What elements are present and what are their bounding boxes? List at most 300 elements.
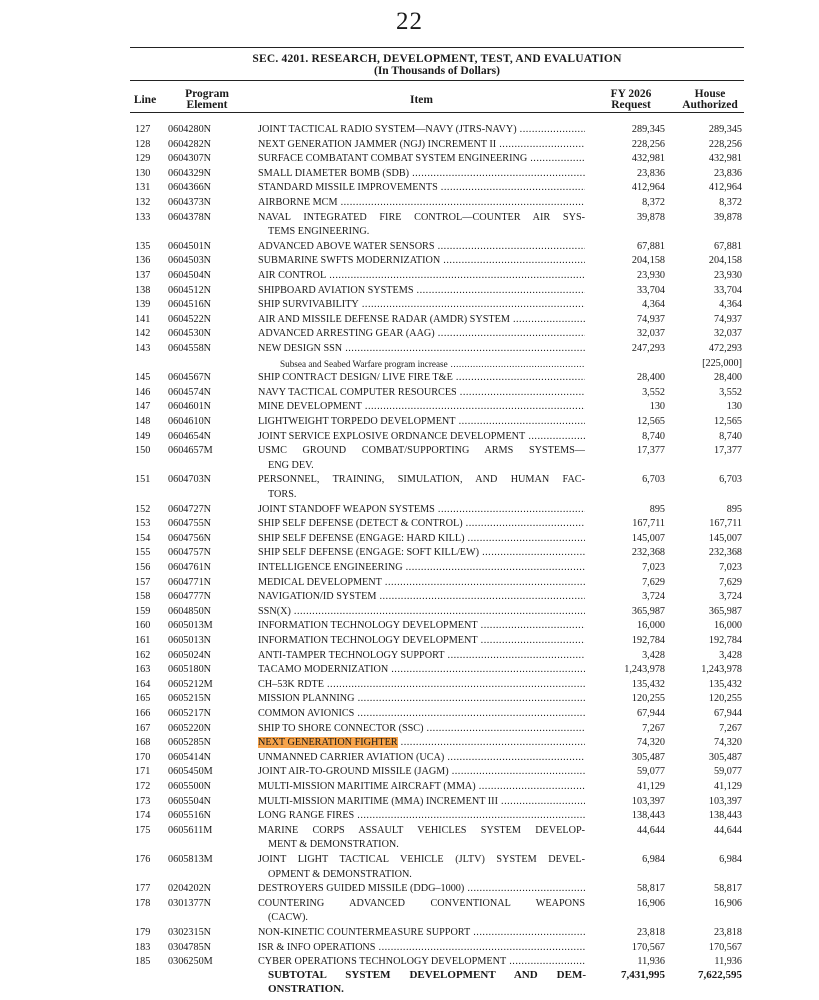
item-description-line1: USMC GROUND COMBAT/SUPPORTING ARMS SYSTEMS— <box>258 445 585 457</box>
line-number: 159 <box>135 605 151 617</box>
item-description <box>258 123 585 138</box>
program-element: 0605504N <box>168 795 212 807</box>
program-element: 0604282N <box>168 138 212 150</box>
item-description <box>258 663 585 678</box>
item-description <box>258 254 585 269</box>
fy2026-request: 204,158 <box>631 255 665 267</box>
item-description <box>258 897 585 926</box>
fy2026-request: 8,740 <box>642 430 665 442</box>
house-authorized: 16,000 <box>713 620 742 632</box>
program-element: 0605180N <box>168 664 212 676</box>
subtotal-request: 7,431,995 <box>621 968 665 981</box>
header-authorized <box>672 89 748 111</box>
item-text: NAVIGATION/ID SYSTEM <box>258 591 377 603</box>
line-number: 176 <box>135 854 151 865</box>
house-authorized: 167,711 <box>709 518 742 530</box>
section-title: SEC. 4201. RESEARCH, DEVELOPMENT, TEST, AND EVALUATION <box>252 53 622 65</box>
house-authorized: 3,724 <box>719 591 742 603</box>
top-rule <box>130 47 744 48</box>
item-text: JOINT STANDOFF WEAPON SYSTEMS <box>258 503 435 515</box>
item-description <box>258 342 585 357</box>
item-description <box>258 546 585 561</box>
house-authorized: 6,703 <box>719 474 742 486</box>
item-description <box>258 211 585 240</box>
fy2026-request: 67,944 <box>636 708 665 719</box>
house-authorized: 7,629 <box>719 576 742 588</box>
item-text: AIR AND MISSILE DEFENSE RADAR (AMDR) SYSTEM <box>258 313 510 325</box>
item-text: MISSION PLANNING <box>258 693 355 705</box>
item-description <box>258 138 585 153</box>
program-element: 0604657M <box>168 445 213 457</box>
item-text: MEDICAL DEVELOPMENT <box>258 576 382 588</box>
item-description <box>258 780 585 795</box>
item-text: MULTI-MISSION MARITIME (MMA) INCREMENT III <box>258 795 498 807</box>
house-authorized: 44,644 <box>713 824 742 836</box>
item-text: SSN(X) <box>258 605 291 617</box>
item-description <box>258 284 585 299</box>
line-number: 137 <box>135 270 151 281</box>
house-authorized: 67,881 <box>713 240 742 252</box>
fy2026-request: 33,704 <box>636 284 665 296</box>
item-text: NEW DESIGN SSN <box>258 343 343 354</box>
fy2026-request: 6,984 <box>642 854 665 865</box>
program-element: 0204202N <box>168 883 212 895</box>
program-element: 0604280N <box>168 124 212 135</box>
item-text: UNMANNED CARRIER AVIATION (UCA) <box>258 751 445 763</box>
item-text: SHIP SURVIVABILITY <box>258 299 359 311</box>
line-number: 148 <box>135 416 151 427</box>
house-authorized: 228,256 <box>708 138 742 150</box>
header-request-line2: Request <box>611 99 651 111</box>
house-authorized: 4,364 <box>719 299 742 311</box>
line-number: 173 <box>135 795 151 807</box>
program-element: 0604777N <box>168 591 212 603</box>
house-authorized: 59,077 <box>713 766 742 778</box>
subtotal-authorized: 7,622,595 <box>698 968 742 981</box>
line-number: 153 <box>135 518 151 530</box>
line-number: 133 <box>135 211 151 223</box>
program-element: 0605220N <box>168 722 212 734</box>
fy2026-request: 23,836 <box>636 167 665 179</box>
item-text: AIRBORNE MCM <box>258 197 338 208</box>
item-text: NEXT GENERATION JAMMER (NGJ) INCREMENT II <box>258 138 497 150</box>
line-number: 141 <box>135 313 151 325</box>
line-number: 152 <box>135 503 151 515</box>
line-number: 167 <box>135 722 151 734</box>
fy2026-request: 16,906 <box>636 897 665 909</box>
item-description-line2: TEMS ENGINEERING. <box>268 226 370 238</box>
fy2026-request: 3,552 <box>642 386 665 398</box>
line-number: 128 <box>135 138 151 150</box>
program-element: 0605450M <box>168 766 213 778</box>
program-element: 0604654N <box>168 430 212 442</box>
fy2026-request: 3,724 <box>642 591 665 603</box>
program-element: 0604329N <box>168 167 212 179</box>
item-description <box>258 181 585 196</box>
header-item: Item <box>410 94 433 106</box>
program-element: 0604558N <box>168 343 212 354</box>
program-element: 0604601N <box>168 401 212 413</box>
house-authorized: 103,397 <box>708 795 742 807</box>
house-authorized: 130 <box>726 401 742 413</box>
line-number: 151 <box>135 474 151 486</box>
header-line: Line <box>133 94 157 106</box>
program-element: 0604516N <box>168 299 212 311</box>
program-element: 0604512N <box>168 284 212 296</box>
section-subtitle: (In Thousands of Dollars) <box>373 65 500 77</box>
item-description <box>258 561 585 576</box>
house-authorized: 3,428 <box>719 649 742 661</box>
header-pe-line1: Program <box>185 88 229 100</box>
item-text: STANDARD MISSILE IMPROVEMENTS <box>258 182 438 194</box>
program-element: 0604373N <box>168 197 212 208</box>
item-description <box>258 634 585 649</box>
line-number: 127 <box>135 124 151 135</box>
house-authorized: 7,267 <box>719 722 742 734</box>
program-element: 0604503N <box>168 255 212 267</box>
item-description <box>258 882 585 897</box>
item-description-line1: NAVAL INTEGRATED FIRE CONTROL—COUNTER AIR SYS- <box>258 211 585 223</box>
line-number: 155 <box>135 547 151 559</box>
item-text: INTELLIGENCE ENGINEERING <box>258 562 403 573</box>
item-description <box>258 649 585 664</box>
program-element: 0604755N <box>168 518 212 530</box>
program-element: 0604727N <box>168 503 212 515</box>
item-description <box>258 167 585 182</box>
line-number: 143 <box>135 343 151 354</box>
item-description <box>258 386 585 401</box>
item-description <box>258 619 585 634</box>
fy2026-request: 23,930 <box>636 270 665 281</box>
item-text: SHIP SELF DEFENSE (ENGAGE: SOFT KILL/EW) <box>258 547 480 559</box>
house-authorized: 138,443 <box>708 810 742 822</box>
house-authorized: 8,740 <box>719 430 742 442</box>
line-number: 166 <box>135 708 151 719</box>
line-number: 170 <box>135 751 151 763</box>
item-description <box>258 430 585 445</box>
line-number: 145 <box>135 372 151 384</box>
fy2026-request: 7,023 <box>642 562 665 573</box>
house-authorized: 7,023 <box>719 562 742 573</box>
house-authorized: 67,944 <box>713 708 742 719</box>
line-number: 158 <box>135 591 151 603</box>
line-number: 136 <box>135 255 151 267</box>
line-number: 165 <box>135 693 151 705</box>
fy2026-request: 58,817 <box>636 883 665 895</box>
header-program-element <box>172 89 242 111</box>
fy2026-request: 289,345 <box>631 124 665 135</box>
line-number: 138 <box>135 284 151 296</box>
program-element: 0301377N <box>168 897 212 909</box>
line-number: 163 <box>135 664 151 676</box>
item-text: ANTI-TAMPER TECHNOLOGY SUPPORT <box>258 649 445 661</box>
item-description <box>258 590 585 605</box>
house-authorized: 1,243,978 <box>701 664 742 676</box>
item-description <box>258 605 585 620</box>
program-element: 0605212M <box>168 678 213 690</box>
line-number: 160 <box>135 620 151 632</box>
item-description-line1: MARINE CORPS ASSAULT VEHICLES SYSTEM DEVELOP- <box>258 824 585 836</box>
line-number: 168 <box>135 737 151 749</box>
program-element: 0605500N <box>168 781 212 792</box>
line-number: 130 <box>135 167 151 179</box>
item-text: ADVANCED ARRESTING GEAR (AAG) <box>258 328 435 340</box>
item-text: MULTI-MISSION MARITIME AIRCRAFT (MMA) <box>258 781 476 792</box>
program-element: 0605516N <box>168 810 212 822</box>
item-description <box>258 692 585 707</box>
item-description <box>258 517 585 532</box>
item-text: SMALL DIAMETER BOMB (SDB) <box>258 167 410 179</box>
house-authorized: 192,784 <box>708 635 742 646</box>
program-element: 0604703N <box>168 474 212 486</box>
item-description <box>258 751 585 766</box>
house-authorized: 895 <box>726 503 742 515</box>
fy2026-request: 432,981 <box>631 153 665 165</box>
subtotal-label <box>268 968 586 997</box>
item-description <box>258 707 585 722</box>
fy2026-request: 17,377 <box>636 445 665 457</box>
program-element: 0604850N <box>168 605 212 617</box>
item-description <box>258 765 585 780</box>
line-number: 162 <box>135 649 151 661</box>
program-element: 0604761N <box>168 562 212 573</box>
item-description <box>258 196 585 211</box>
header-top-rule <box>130 80 744 81</box>
line-number: 161 <box>135 635 151 646</box>
item-text: SHIP CONTRACT DESIGN/ LIVE FIRE T&E <box>258 372 453 384</box>
item-description <box>258 240 585 255</box>
item-text: TACAMO MODERNIZATION <box>258 664 389 676</box>
line-number: 135 <box>135 240 151 252</box>
item-text: INFORMATION TECHNOLOGY DEVELOPMENT <box>258 620 478 632</box>
house-authorized: 8,372 <box>719 197 742 208</box>
item-description <box>258 313 585 328</box>
fy2026-request: 167,711 <box>632 518 665 530</box>
fy2026-request: 135,432 <box>631 678 665 690</box>
house-authorized: 17,377 <box>713 445 742 457</box>
item-text: LIGHTWEIGHT TORPEDO DEVELOPMENT <box>258 416 456 427</box>
item-description <box>258 415 585 430</box>
program-element: 0302315N <box>168 927 212 938</box>
program-element: 0605285N <box>168 737 212 749</box>
item-description-line2: ENG DEV. <box>268 459 314 471</box>
line-number: 157 <box>135 576 151 588</box>
item-description <box>258 327 585 342</box>
line-number: 149 <box>135 430 151 442</box>
line-number: 179 <box>135 927 151 938</box>
program-element: 0605024N <box>168 649 212 661</box>
item-description <box>258 941 585 956</box>
line-number: 131 <box>135 182 151 194</box>
program-element: 0605215N <box>168 693 212 705</box>
item-text: ISR & INFO OPERATIONS <box>258 941 376 953</box>
fy2026-request: 44,644 <box>636 824 665 836</box>
item-description <box>258 444 585 473</box>
house-authorized: 33,704 <box>713 284 742 296</box>
item-text: CYBER OPERATIONS TECHNOLOGY DEVELOPMENT <box>258 956 507 968</box>
line-number: 147 <box>135 401 151 413</box>
fy2026-request: 74,937 <box>636 313 665 325</box>
fy2026-request: 4,364 <box>642 299 665 311</box>
fy2026-request: 170,567 <box>631 941 665 953</box>
house-authorized: 28,400 <box>713 372 742 384</box>
fy2026-request: 895 <box>649 503 665 515</box>
item-description <box>258 809 585 824</box>
program-element: 0604757N <box>168 547 212 559</box>
program-element: 0605813M <box>168 854 213 865</box>
program-element: 0604307N <box>168 153 212 165</box>
fy2026-request: 103,397 <box>631 795 665 807</box>
line-number: 150 <box>135 445 151 457</box>
house-authorized: 120,255 <box>708 693 742 705</box>
house-authorized: 305,487 <box>708 751 742 763</box>
highlighted-item <box>258 736 585 751</box>
item-text: AIR CONTROL <box>258 270 327 281</box>
item-text: NEXT GENERATION FIGHTER <box>258 737 398 749</box>
fy2026-request: 7,267 <box>642 722 665 734</box>
program-element: 0304785N <box>168 941 212 953</box>
header-request-line1: FY 2026 <box>610 88 652 100</box>
house-authorized: 232,368 <box>708 547 742 559</box>
house-authorized: 289,345 <box>708 124 742 135</box>
house-authorized: 23,930 <box>713 270 742 281</box>
fy2026-request: 23,818 <box>636 927 665 938</box>
item-text: SHIP SELF DEFENSE (DETECT & CONTROL) <box>258 518 463 530</box>
item-description <box>258 576 585 591</box>
item-text: Subsea and Seabed Warfare program increase <box>280 358 448 369</box>
item-text: JOINT TACTICAL RADIO SYSTEM—NAVY (JTRS-NAVY) <box>258 124 517 135</box>
item-description <box>258 371 585 386</box>
fy2026-request: 6,703 <box>642 474 665 486</box>
house-authorized: 11,936 <box>714 956 742 968</box>
header-bottom-rule <box>130 112 744 113</box>
line-number: 156 <box>135 562 151 573</box>
fy2026-request: 305,487 <box>631 751 665 763</box>
program-element: 0604756N <box>168 532 212 544</box>
house-authorized: 145,007 <box>708 532 742 544</box>
line-number: 178 <box>135 897 151 909</box>
fy2026-request: 412,964 <box>631 182 665 194</box>
fy2026-request: 228,256 <box>631 138 665 150</box>
house-authorized: 204,158 <box>708 255 742 267</box>
program-element: 0605217N <box>168 708 212 719</box>
house-authorized: 74,320 <box>713 737 742 749</box>
item-description <box>258 152 585 167</box>
fy2026-request: 232,368 <box>631 547 665 559</box>
item-text: MINE DEVELOPMENT <box>258 401 362 413</box>
fy2026-request: 11,936 <box>637 956 665 968</box>
item-text: SHIPBOARD AVIATION SYSTEMS <box>258 284 414 296</box>
item-description <box>258 926 585 941</box>
fy2026-request: 365,987 <box>631 605 665 617</box>
fy2026-request: 28,400 <box>636 372 665 384</box>
item-description-line1: JOINT LIGHT TACTICAL VEHICLE (JLTV) SYSTEM DEVEL- <box>258 854 585 865</box>
program-element: 0604501N <box>168 240 212 252</box>
page-number: 22 <box>396 8 423 35</box>
program-element: 0604567N <box>168 372 212 384</box>
item-description <box>258 678 585 693</box>
item-description <box>258 853 585 882</box>
house-authorized: 412,964 <box>708 182 742 194</box>
house-authorized: 3,552 <box>719 386 742 398</box>
item-description-line2: OPMENT & DEMONSTRATION. <box>268 868 412 880</box>
line-number: 185 <box>135 956 151 968</box>
item-description <box>280 357 585 372</box>
house-authorized: 32,037 <box>713 328 742 340</box>
fy2026-request: 12,565 <box>636 416 665 427</box>
item-description <box>258 795 585 810</box>
header-pe-line2: Element <box>186 99 228 111</box>
subtotal-label-line1: SUBTOTAL SYSTEM DEVELOPMENT AND DEM- <box>268 968 586 981</box>
fy2026-request: 8,372 <box>642 197 665 208</box>
line-number: 154 <box>135 532 151 544</box>
fy2026-request: 74,320 <box>636 737 665 749</box>
item-description <box>258 722 585 737</box>
house-authorized: 12,565 <box>713 416 742 427</box>
house-authorized: 16,906 <box>713 897 742 909</box>
program-element: 0306250M <box>168 956 213 968</box>
item-description <box>258 473 585 502</box>
program-element: 0604366N <box>168 182 212 194</box>
item-description <box>258 269 585 284</box>
item-description-line2: TORS. <box>268 488 297 500</box>
program-element: 0605013N <box>168 635 212 646</box>
house-authorized: 23,818 <box>713 927 742 938</box>
item-description-line1: PERSONNEL, TRAINING, SIMULATION, AND HUMAN FAC- <box>258 474 585 486</box>
house-authorized: 74,937 <box>713 313 742 325</box>
item-description <box>258 532 585 547</box>
line-number: 177 <box>135 883 151 895</box>
program-element: 0604504N <box>168 270 212 281</box>
program-element: 0604574N <box>168 386 212 398</box>
item-text: ADVANCED ABOVE WATER SENSORS <box>258 240 435 252</box>
subtotal-label-line2: ONSTRATION. <box>268 983 344 996</box>
fy2026-request: 130 <box>649 401 665 413</box>
program-element: 0605611M <box>168 824 213 836</box>
fy2026-request: 41,129 <box>636 781 665 792</box>
item-text: SHIP TO SHORE CONNECTOR (SSC) <box>258 722 424 734</box>
fy2026-request: 32,037 <box>636 328 665 340</box>
fy2026-request: 192,784 <box>631 635 665 646</box>
fy2026-request: 247,293 <box>631 343 665 354</box>
item-text: NON-KINETIC COUNTERMEASURE SUPPORT <box>258 927 471 938</box>
program-element: 0605013M <box>168 620 213 632</box>
house-authorized: [225,000] <box>702 357 742 369</box>
house-authorized: 365,987 <box>708 605 742 617</box>
program-element: 0604378N <box>168 211 212 223</box>
header-authorized-line2: Authorized <box>682 99 738 111</box>
item-text: COMMON AVIONICS <box>258 708 355 719</box>
line-number: 139 <box>135 299 151 311</box>
house-authorized: 135,432 <box>708 678 742 690</box>
line-number: 132 <box>135 197 151 208</box>
item-text: SUBMARINE SWFTS MODERNIZATION <box>258 255 441 267</box>
fy2026-request: 59,077 <box>636 766 665 778</box>
line-number: 146 <box>135 386 151 398</box>
line-number: 183 <box>135 941 151 953</box>
header-authorized-line1: House <box>694 88 726 100</box>
item-text: SHIP SELF DEFENSE (ENGAGE: HARD KILL) <box>258 532 465 544</box>
house-authorized: 23,836 <box>713 167 742 179</box>
item-text: SURFACE COMBATANT COMBAT SYSTEM ENGINEERING <box>258 153 528 165</box>
program-element: 0604771N <box>168 576 212 588</box>
line-number: 171 <box>135 766 151 778</box>
fy2026-request: 16,000 <box>636 620 665 632</box>
program-element: 0605414N <box>168 751 212 763</box>
fy2026-request: 1,243,978 <box>624 664 665 676</box>
program-element: 0604522N <box>168 313 212 325</box>
header-request <box>596 89 666 111</box>
